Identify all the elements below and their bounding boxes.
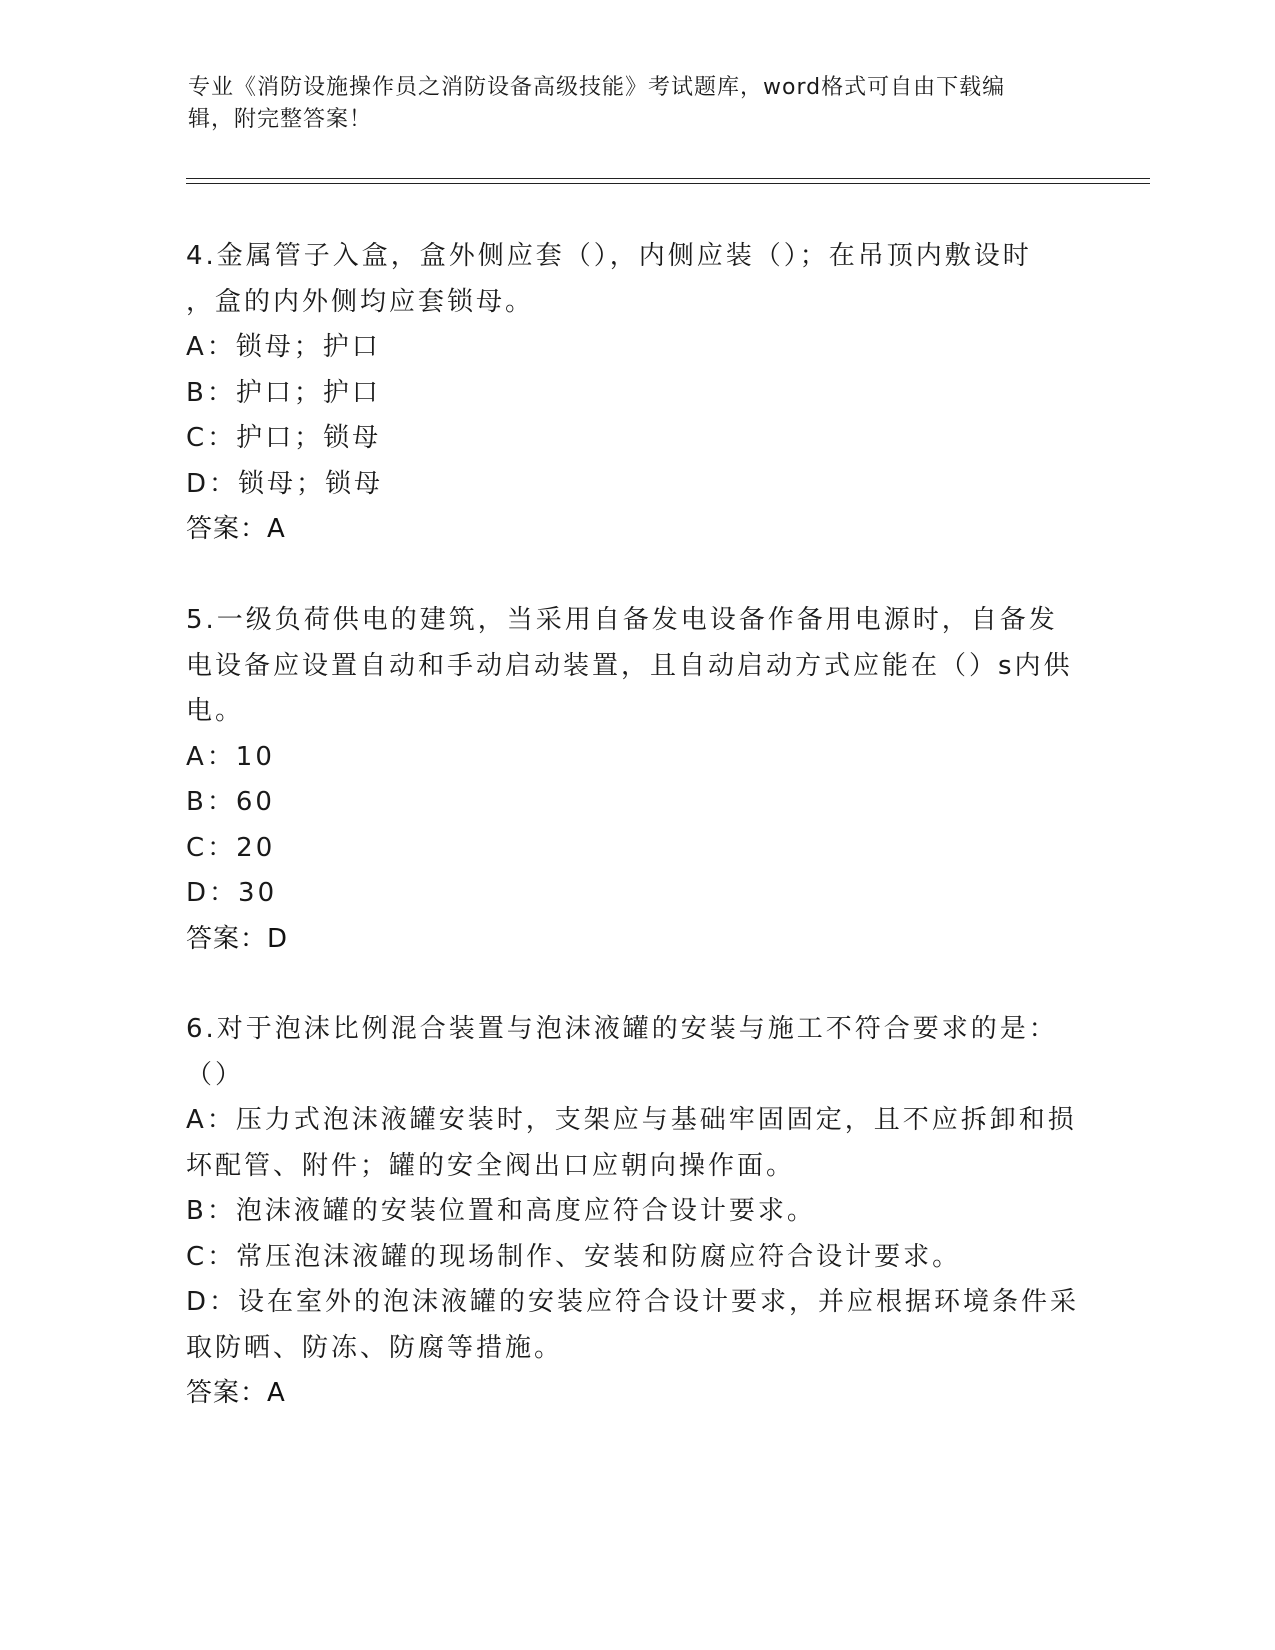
question-text-line: （） [186, 1059, 245, 1090]
option-a: A：压力式泡沫液罐安装时，支架应与基础牢固固定，且不应拆卸和损 [186, 1105, 1077, 1135]
option-b: B：泡沫液罐的安装位置和高度应符合设计要求。 [186, 1196, 816, 1226]
option-a: A：10 [186, 741, 275, 772]
option-d: D：锁母；锁母 [186, 468, 384, 499]
option-b: B：60 [186, 787, 275, 817]
question-text-line: 4.金属管子入盒，盒外侧应套（），内侧应装（）；在吊顶内敷设时 [186, 241, 1032, 271]
option-d-continued: 取防晒、防冻、防腐等措施。 [186, 1332, 564, 1363]
header-divider-top [186, 178, 1150, 179]
option-d: D：设在室外的泡沫液罐的安装应符合设计要求，并应根据环境条件采 [186, 1287, 1080, 1317]
answer-label: 答案：D [186, 923, 289, 954]
question-text-line: 电。 [186, 696, 245, 726]
header-line-1: 专业《消防设施操作员之消防设备高级技能》考试题库，word格式可自由下载编 [188, 75, 1006, 100]
option-d: D：30 [186, 878, 278, 908]
option-a: A：锁母；护口 [186, 332, 381, 362]
question-5 [186, 598, 1086, 962]
question-text-line: ，盒的内外侧均应套锁母。 [186, 286, 535, 317]
question-text-line: 电设备应设置自动和手动启动装置，且自动启动方式应能在（）s内供 [186, 650, 1073, 681]
header-divider-bottom [186, 183, 1150, 184]
option-b: B：护口；护口 [186, 377, 381, 408]
answer-label: 答案：A [186, 1378, 286, 1408]
option-a-continued: 坏配管、附件；罐的安全阀出口应朝向操作面。 [186, 1150, 796, 1181]
question-text-line: 6.对于泡沫比例混合装置与泡沫液罐的安装与施工不符合要求的是： [186, 1014, 1058, 1044]
answer-label: 答案：A [186, 514, 286, 544]
option-c: C：常压泡沫液罐的现场制作、安装和防腐应符合设计要求。 [186, 1241, 962, 1272]
document-header [188, 72, 1068, 136]
question-text-line: 5.一级负荷供电的建筑，当采用自备发电设备作备用电源时，自备发 [186, 605, 1058, 635]
question-6 [186, 1007, 1086, 1417]
question-4 [186, 234, 1086, 553]
option-c: C：护口；锁母 [186, 423, 382, 453]
header-line-2: 辑，附完整答案！ [188, 107, 373, 132]
option-c: C：20 [186, 832, 276, 863]
